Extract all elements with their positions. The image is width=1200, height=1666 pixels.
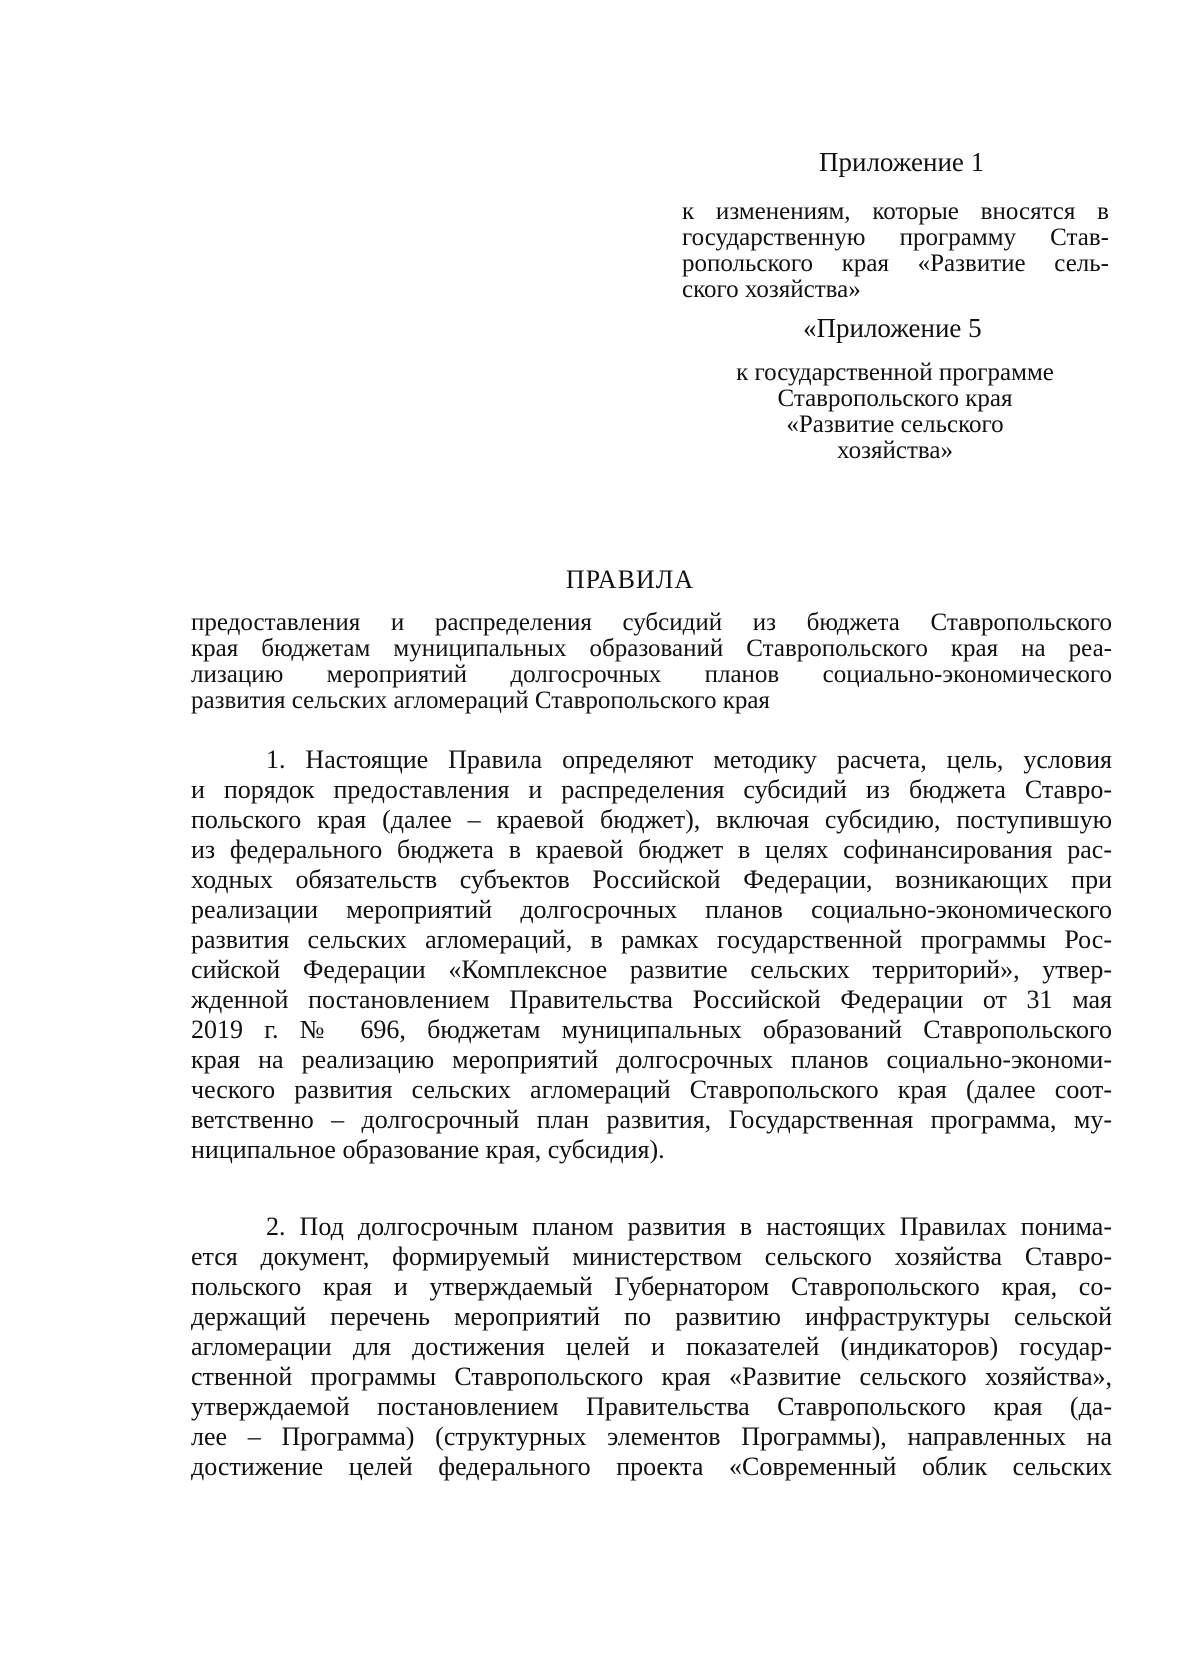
subtitle-line: края бюджетам муниципальных образований Ставропольского края на реа- (191, 636, 1112, 662)
paragraph-line: ниципальное образование края, субсидия). (191, 1135, 665, 1164)
paragraph-line: ческого развития сельских агломераций Ставропольского края (далее соот- (191, 1075, 1112, 1104)
paragraph-line: 1. Настоящие Правила определяют методику расчета, цель, условия (266, 745, 1112, 774)
paragraph-line: польского края (далее – краевой бюджет), включая субсидию, поступившую (191, 805, 1112, 834)
paragraph-line: польского края и утверждаемый Губернатором Ставропольского края, со- (191, 1272, 1112, 1301)
sub-appendix-description (700, 360, 1090, 464)
paragraph-line: ственной программы Ставропольского края «Развитие сельского хозяйства», (191, 1362, 1112, 1391)
appendix-desc-line: ского хозяйства» (682, 276, 861, 303)
subtitle-line: лизацию мероприятий долгосрочных планов социально-экономического (191, 662, 1112, 688)
paragraph-line: из федерального бюджета в краевой бюджет в целях софинансирования рас- (191, 835, 1112, 864)
paragraph-line: достижение целей федерального проекта «Современный облик сельских (191, 1452, 1112, 1481)
sub-appendix-desc-line: Ставропольского края (777, 385, 1013, 412)
paragraph-line: 2019 г. № 696, бюджетам муниципальных образований Ставропольского (191, 1015, 1112, 1044)
paragraph-line: 2. Под долгосрочным планом развития в настоящих Правилах понима- (266, 1212, 1112, 1241)
paragraph-line: и порядок предоставления и распределения субсидий из бюджета Ставро- (191, 775, 1112, 804)
document-subtitle (191, 610, 1112, 714)
appendix-label: Приложение 1 (819, 147, 985, 177)
appendix-desc-line: к изменениям, которые вносятся в (682, 199, 1109, 225)
paragraph-1 (191, 745, 1112, 1165)
paragraph-line: жденной постановлением Правительства Российской Федерации от 31 мая (191, 985, 1112, 1014)
appendix-desc-line: ропольского края «Развитие сель- (682, 251, 1109, 277)
paragraph-line: лее – Программа) (структурных элементов Программы), направленных на (191, 1422, 1112, 1451)
paragraph-line: сийской Федерации «Комплексное развитие сельских территорий», утвер- (191, 955, 1112, 984)
paragraph-line: ходных обязательств субъектов Российской Федерации, возникающих при (191, 865, 1112, 894)
sub-appendix-label: «Приложение 5 (803, 313, 982, 343)
paragraph-2 (191, 1212, 1112, 1482)
appendix-desc-line: государственную программу Став- (682, 225, 1109, 251)
paragraph-line: агломерации для достижения целей и показателей (индикаторов) государ- (191, 1332, 1112, 1361)
paragraph-line: утверждаемой постановлением Правительства Ставропольского края (да- (191, 1392, 1112, 1421)
paragraph-line: края на реализацию мероприятий долгосрочных планов социально-экономи- (191, 1045, 1112, 1074)
paragraph-line: ветственно – долгосрочный план развития, Государственная программа, му- (191, 1105, 1112, 1134)
subtitle-line: развития сельских агломераций Ставропольского края (191, 687, 770, 714)
paragraph-line: ется документ, формируемый министерством сельского хозяйства Ставро- (191, 1242, 1112, 1271)
paragraph-line: держащий перечень мероприятий по развитию инфраструктуры сельской (191, 1302, 1112, 1331)
sub-appendix-desc-line: к государственной программе (736, 359, 1054, 386)
document-title: ПРАВИЛА (565, 565, 695, 594)
sub-appendix-desc-line: хозяйства» (837, 437, 953, 464)
paragraph-line: развития сельских агломераций, в рамках государственной программы Рос- (191, 925, 1112, 954)
sub-appendix-desc-line: «Развитие сельского (786, 411, 1004, 438)
paragraph-line: реализации мероприятий долгосрочных планов социально-экономического (191, 895, 1112, 924)
subtitle-line: предоставления и распределения субсидий из бюджета Ставропольского (191, 610, 1112, 636)
appendix-description (682, 199, 1109, 303)
